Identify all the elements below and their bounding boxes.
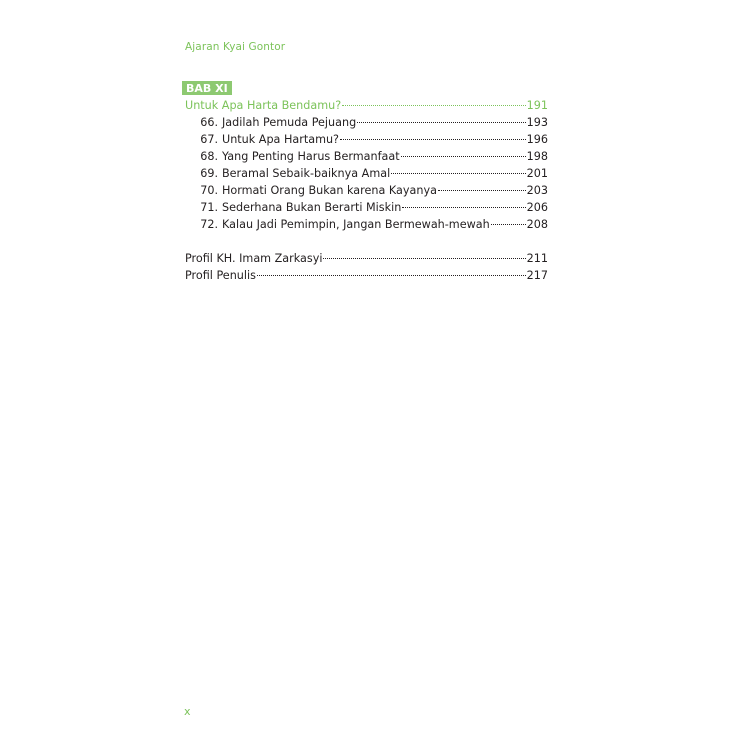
toc-item-number: 67. (200, 133, 218, 146)
toc-item-number: 72. (200, 218, 218, 231)
dot-leader (438, 190, 526, 191)
toc-item-page: 208 (526, 218, 548, 231)
toc-item-page: 203 (526, 184, 548, 197)
toc-item-number: 71. (200, 201, 218, 214)
toc-item-70 (185, 182, 548, 199)
toc-item-71 (185, 199, 548, 216)
toc-item-67 (185, 131, 548, 148)
toc-item-title: Jadilah Pemuda Pejuang (222, 116, 357, 129)
chapter-badge: BAB XI (182, 81, 232, 95)
toc-item-page: 193 (526, 116, 548, 129)
running-head: Ajaran Kyai Gontor (185, 41, 286, 53)
toc-item-number: 66. (200, 116, 218, 129)
toc-profile-entry (185, 250, 548, 267)
page-number: x (184, 705, 191, 718)
toc-item-title: Kalau Jadi Pemimpin, Jangan Bermewah-mewah (222, 218, 490, 231)
toc-profile-page: 217 (526, 269, 548, 282)
toc-item-68 (185, 148, 548, 165)
section-spacer (185, 233, 548, 250)
toc-item-page: 198 (526, 150, 548, 163)
toc-profile-title: Profil Penulis (185, 269, 256, 282)
toc-item-number: 69. (200, 167, 218, 180)
toc-profile-title: Profil KH. Imam Zarkasyi (185, 252, 323, 265)
dot-leader (357, 122, 525, 123)
dot-leader (491, 224, 526, 225)
dot-leader (340, 139, 526, 140)
toc-item-title: Untuk Apa Hartamu? (222, 133, 339, 146)
toc-chapter-entry (185, 97, 548, 114)
toc-chapter-page: 191 (526, 99, 548, 112)
dot-leader (257, 275, 526, 276)
toc-profile-page: 211 (526, 252, 548, 265)
toc-profile-entry (185, 267, 548, 284)
toc-item-66 (185, 114, 548, 131)
toc-item-number: 68. (200, 150, 218, 163)
toc-item-72 (185, 216, 548, 233)
dot-leader (323, 258, 525, 259)
dot-leader (391, 173, 525, 174)
toc-item-title: Beramal Sebaik-baiknya Amal (222, 167, 391, 180)
toc-item-page: 206 (526, 201, 548, 214)
toc-chapter-title: Untuk Apa Harta Bendamu? (185, 99, 342, 112)
dot-leader (401, 156, 526, 157)
toc-item-number: 70. (200, 184, 218, 197)
dot-leader (342, 105, 525, 106)
toc-item-title: Hormati Orang Bukan karena Kayanya (222, 184, 437, 197)
toc-item-title: Sederhana Bukan Berarti Miskin (222, 201, 402, 214)
toc-item-page: 196 (526, 133, 548, 146)
dot-leader (402, 207, 525, 208)
toc-item-page: 201 (526, 167, 548, 180)
table-of-contents (185, 97, 548, 284)
toc-item-69 (185, 165, 548, 182)
toc-item-title: Yang Penting Harus Bermanfaat (222, 150, 400, 163)
